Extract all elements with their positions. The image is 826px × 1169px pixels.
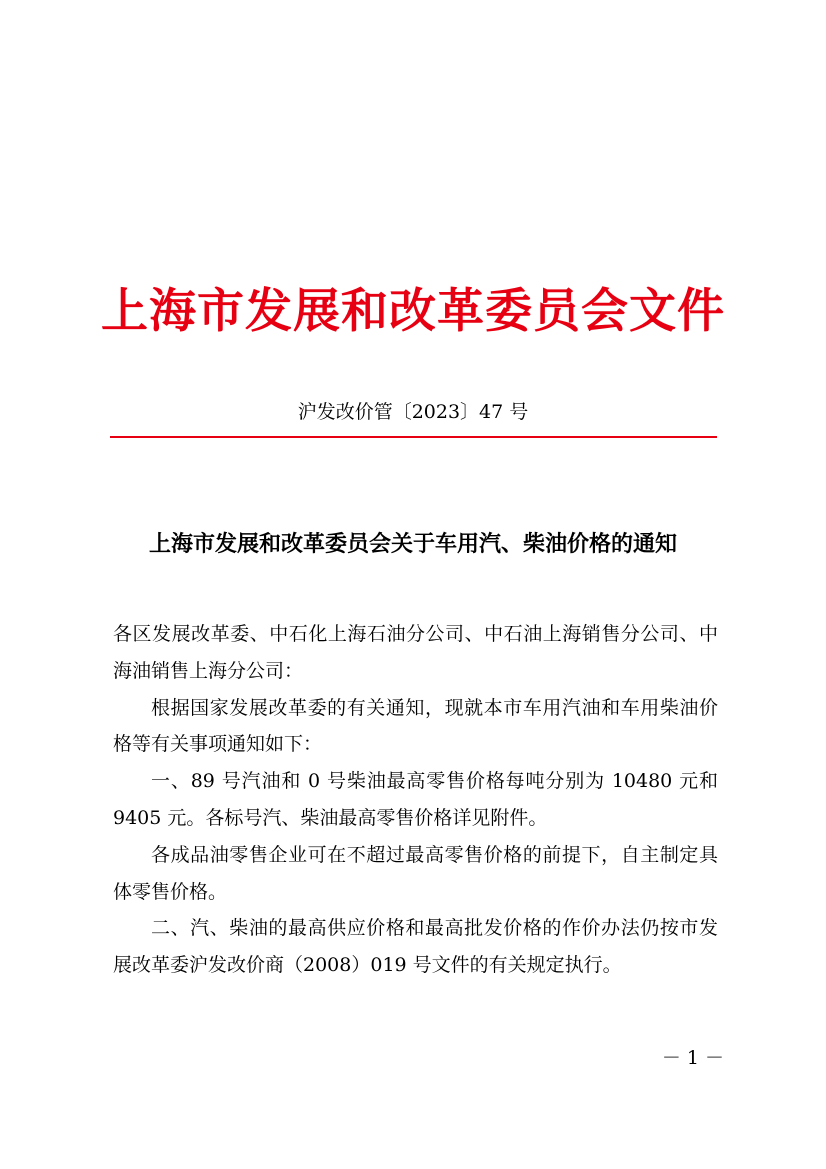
red-divider-line xyxy=(110,436,717,438)
notice-title: 上海市发展和改革委员会关于车用汽、柴油价格的通知 xyxy=(148,531,677,557)
body-paragraph: 根据国家发展改革委的有关通知，现就本市车用汽油和车用柴油价格等有关事项通知如下： xyxy=(113,696,718,756)
body-paragraph: 二、汽、柴油的最高供应价格和最高批发价格的作价办法仍按市发展改革委沪发改价商（2008）019 号文件的有关规定执行。 xyxy=(113,917,718,977)
body-paragraph: 一、89 号汽油和 0 号柴油最高零售价格每吨分别为 10480 元和 9405 元。各标号汽、柴油最高零售价格详见附件。 xyxy=(113,770,718,829)
document-header-title: 上海市发展和改革委员会文件 xyxy=(101,284,725,339)
salutation-paragraph: 各区发展改革委、中石化上海石油分公司、中石油上海销售分公司、中海油销售上海分公司： xyxy=(113,623,718,682)
body-paragraph: 各成品油零售企业可在不超过最高零售价格的前提下，自主制定具体零售价格。 xyxy=(113,843,718,903)
document-number: 沪发改价管〔2023〕47 号 xyxy=(297,401,529,423)
page-number: － 1 － xyxy=(661,1047,724,1069)
document-body xyxy=(113,616,718,984)
